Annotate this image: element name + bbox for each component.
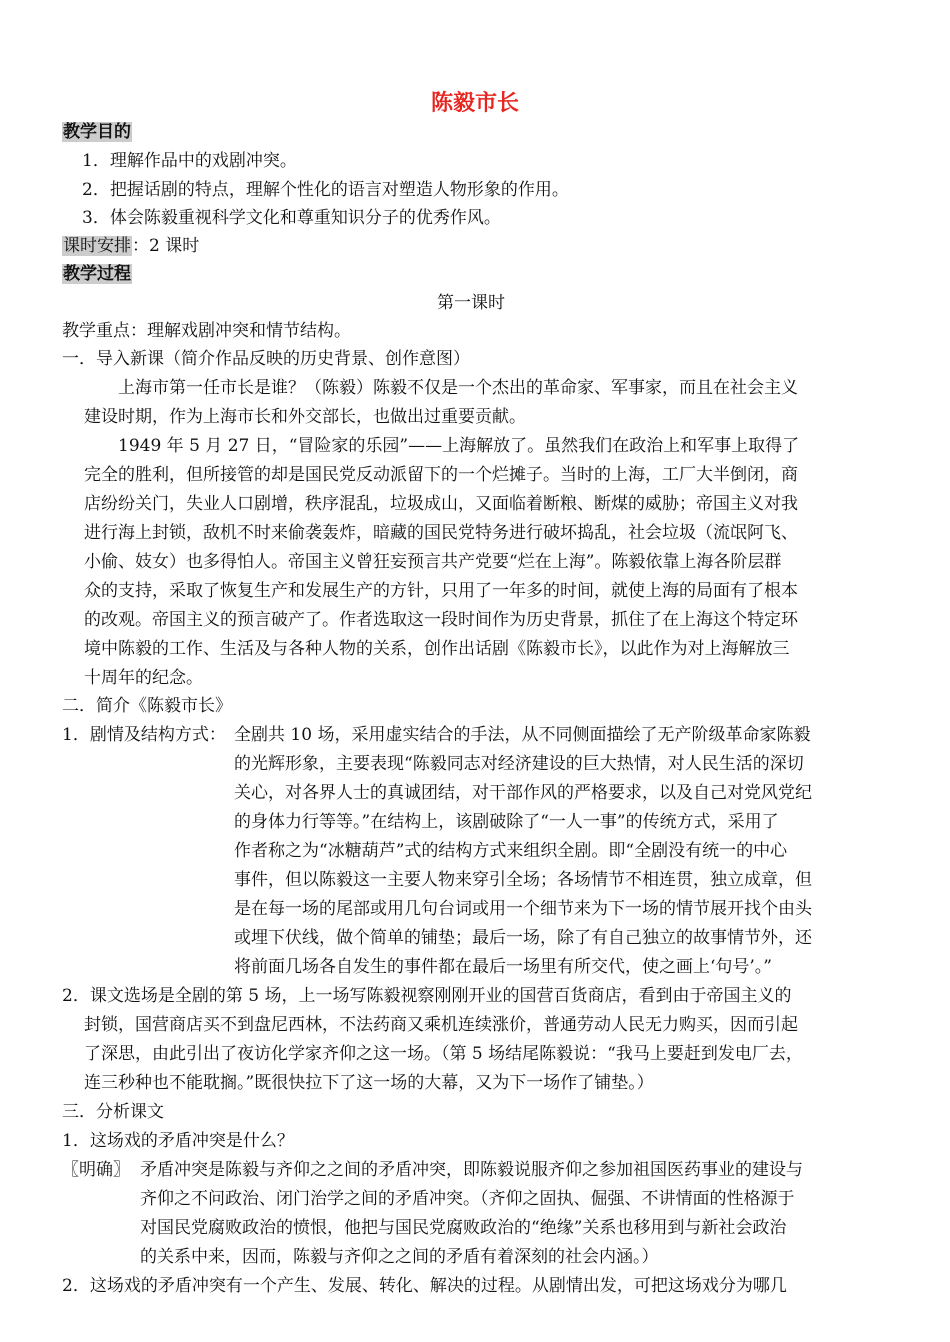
question-2: 2．这场戏的矛盾冲突有一个产生、发展、转化、解决的过程。从剧情出发，可把这场戏分为哪几: [62, 1276, 787, 1296]
summary-item1-line: 或埋下伏线，做个简单的铺垫；最后一场，除了有自己独立的故事情节外，还: [234, 928, 812, 948]
question-1: 1．这场戏的矛盾冲突是什么？: [62, 1131, 294, 1151]
summary-item1-line: 全剧共 10 场，采用虚实结合的手法，从不同侧面描绘了无产阶级革命家陈毅: [234, 725, 811, 745]
summary-item1-line: 事件，但以陈毅这一主要人物来穿引全场；各场情节不相连贯，独立成章，但: [234, 870, 812, 890]
summary-item1-line: 是在每一场的尾部或用几句台词或用一个细节来为下一场的情节展开找个由头: [234, 899, 812, 919]
paragraph-line: 的改观。帝国主义的预言破产了。作者选取这一段时间作为历史背景，抓住了在上海这个特定环: [84, 610, 798, 630]
summary-item1-line: 的光辉形象，主要表现“陈毅同志对经济建设的巨大热情，对人民生活的深切: [234, 754, 804, 774]
answer-line: 的关系中来，因而，陈毅与齐仰之之间的矛盾有着深刻的社会内涵。）: [140, 1247, 659, 1267]
paragraph-line: 上海市第一任市长是谁？（陈毅）陈毅不仅是一个杰出的革命家、军事家，而且在社会主义: [118, 378, 798, 398]
paragraph-line: 境中陈毅的工作、生活及与各种人物的关系，创作出话剧《陈毅市长》，以此作为对上海解放三: [84, 639, 790, 659]
lesson-focus: 教学重点：理解戏剧冲突和情节结构。: [62, 321, 351, 341]
paragraph-line: 完全的胜利，但所接管的却是国民党反动派留下的一个烂摊子。当时的上海，工厂大半倒闭，商: [84, 465, 798, 485]
paragraph-line: 小偷、妓女）也多得怕人。帝国主义曾狂妄预言共产党要“烂在上海”。陈毅依靠上海各阶层群: [84, 552, 782, 572]
summary-item2-line: 了深思，由此引出了夜访化学家齐仰之这一场。（第 5 场结尾陈毅说：“我马上要赶到发电厂去，: [84, 1044, 803, 1064]
summary-item1-label: 1．剧情及结构方式：: [62, 725, 226, 745]
summary-item1-line: 的身体力行等等。”在结构上，该剧破除了“一人一事”的传统方式，采用了: [234, 812, 779, 832]
paragraph-line: 十周年的纪念。: [84, 668, 203, 688]
schedule-value: ：2 课时: [132, 236, 200, 256]
section-heading-summary: 二．简介《陈毅市长》: [62, 696, 232, 716]
objectives-heading: 教学目的: [63, 122, 131, 142]
summary-item1-line: 将前面几场各自发生的事件都在最后一场里有所交代，使之画上‘句号’。”: [234, 957, 772, 977]
section-heading-analysis: 三．分析课文: [62, 1102, 164, 1122]
answer-label: 〖明确〗: [62, 1160, 130, 1180]
objective-item: 2．把握话剧的特点，理解个性化的语言对塑造人物形象的作用。: [82, 180, 569, 200]
objective-item: 3．体会陈毅重视科学文化和尊重知识分子的优秀作风。: [82, 208, 501, 228]
paragraph-line: 1949 年 5 月 27 日，“冒险家的乐园”——上海解放了。虽然我们在政治上和军事上取得了: [118, 436, 800, 456]
paragraph-line: 店纷纷关门，失业人口剧增，秩序混乱，垃圾成山，又面临着断粮、断煤的威胁；帝国主义对我: [84, 494, 798, 514]
paragraph-line: 进行海上封锁，敌机不时来偷袭轰炸，暗藏的国民党特务进行破坏捣乱，社会垃圾（流氓阿飞、: [84, 523, 798, 543]
document-title: 陈毅市长: [430, 91, 519, 116]
lesson-heading: 第一课时: [437, 293, 505, 313]
answer-line: 矛盾冲突是陈毅与齐仰之之间的矛盾冲突，即陈毅说服齐仰之参加祖国医药事业的建设与: [140, 1160, 803, 1180]
paragraph-line: 建设时期，作为上海市长和外交部长，也做出过重要贡献。: [84, 407, 526, 427]
answer-line: 齐仰之不问政治、闭门治学之间的矛盾冲突。（齐仰之固执、倔强、不讲情面的性格源于: [140, 1189, 795, 1209]
answer-line: 对国民党腐败政治的愤恨，他把与国民党腐败政治的“绝缘”关系也移用到与新社会政治: [140, 1218, 787, 1238]
summary-item1-line: 关心，对各界人士的真诚团结，对干部作风的严格要求，以及自己对党风党纪: [234, 783, 812, 803]
paragraph-line: 众的支持，采取了恢复生产和发展生产的方针，只用了一年多的时间，就使上海的局面有了根本: [84, 581, 798, 601]
section-heading-intro: 一．导入新课（简介作品反映的历史背景、创作意图）: [62, 349, 470, 369]
summary-item1-line: 作者称之为“冰糖葫芦”式的结构方式来组织全剧。即“全剧没有统一的中心: [234, 841, 788, 861]
schedule-label: 课时安排: [63, 236, 131, 256]
objective-item: 1．理解作品中的戏剧冲突。: [82, 151, 297, 171]
summary-item2-line: 2．课文选场是全剧的第 5 场，上一场写陈毅视察刚刚开业的国营百货商店，看到由于帝国主义的: [62, 986, 792, 1006]
summary-item2-line: 封锁，国营商店买不到盘尼西林，不法药商又乘机连续涨价，普通劳动人民无力购买，因而引起: [84, 1015, 798, 1035]
process-heading: 教学过程: [63, 264, 131, 284]
summary-item2-line: 连三秒种也不能耽搁。”既很快拉下了这一场的大幕，又为下一场作了铺垫。）: [84, 1073, 654, 1093]
schedule-line: [62, 232, 199, 260]
